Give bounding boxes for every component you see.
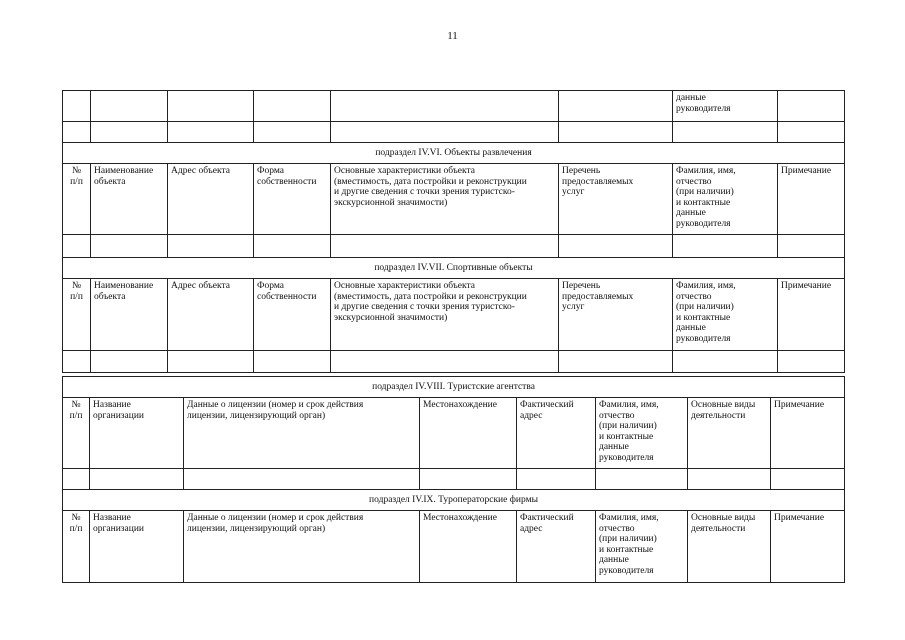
objects-table xyxy=(62,90,845,373)
table-cell xyxy=(254,91,331,122)
col-header: Фактический адрес xyxy=(517,398,596,469)
col-header: Форма собственности xyxy=(254,164,331,235)
table-cell xyxy=(184,469,420,490)
table-row xyxy=(63,122,845,143)
col-header: Примечание xyxy=(771,511,845,583)
section-title: подраздел IV.VIII. Туристские агентства xyxy=(63,377,845,398)
page-number: 11 xyxy=(447,30,458,42)
table-cell xyxy=(778,122,845,143)
table-row xyxy=(63,235,845,258)
col-header: Фамилия, имя, отчество (при наличии) и контактные данные руководителя xyxy=(596,511,688,583)
table-cell xyxy=(673,235,778,258)
table-cell xyxy=(63,469,90,490)
table-cell xyxy=(63,122,91,143)
col-header: Название организации xyxy=(90,398,184,469)
col-header: № п/п xyxy=(63,511,90,583)
col-header: Фактический адрес xyxy=(517,511,596,583)
table-cell xyxy=(331,351,559,373)
table-cell xyxy=(168,235,254,258)
table-cell xyxy=(673,122,778,143)
col-header: Наименование объекта xyxy=(91,279,168,351)
section-title-row xyxy=(63,490,845,511)
col-header: Местонахождение xyxy=(420,398,517,469)
table-cell xyxy=(254,122,331,143)
col-header: № п/п xyxy=(63,279,91,351)
table-cell xyxy=(596,469,688,490)
col-header: № п/п xyxy=(63,398,90,469)
col-header: Фамилия, имя, отчество (при наличии) и контактные данные руководителя xyxy=(673,279,778,351)
col-header: Наименование объекта xyxy=(91,164,168,235)
col-header: Фамилия, имя, отчество (при наличии) и контактные данные руководителя xyxy=(596,398,688,469)
table-cell xyxy=(771,469,845,490)
section-title: подраздел IV.VII. Спортивные объекты xyxy=(63,258,845,279)
section-title: подраздел IV.IX. Туроператорские фирмы xyxy=(63,490,845,511)
table-cell xyxy=(778,91,845,122)
col-header: Примечание xyxy=(778,279,845,351)
col-header: Примечание xyxy=(771,398,845,469)
col-header: Местонахождение xyxy=(420,511,517,583)
table-cell xyxy=(254,351,331,373)
table-cell: данные руководителя xyxy=(673,91,778,122)
table-cell xyxy=(254,235,331,258)
col-header: Адрес объекта xyxy=(168,279,254,351)
table-cell xyxy=(778,351,845,373)
col-header: Основные виды деятельности xyxy=(688,511,771,583)
table-cell xyxy=(688,469,771,490)
table-cell xyxy=(559,91,673,122)
col-header: Основные характеристики объекта (вместимость, дата постройки и реконструкции и другие сведения с точки зрения туристско- экскурсионной значимости) xyxy=(331,279,559,351)
col-header: Основные виды деятельности xyxy=(688,398,771,469)
header-row xyxy=(63,279,845,351)
col-header: № п/п xyxy=(63,164,91,235)
table-cell xyxy=(331,235,559,258)
table-cell xyxy=(559,235,673,258)
table-cell xyxy=(91,91,168,122)
table-cell xyxy=(90,469,184,490)
col-header: Основные характеристики объекта (вместимость, дата постройки и реконструкции и другие сведения с точки зрения туристско- экскурсионной значимости) xyxy=(331,164,559,235)
section-title-row xyxy=(63,258,845,279)
table-cell xyxy=(168,351,254,373)
table-cell xyxy=(168,122,254,143)
section-title-row xyxy=(63,377,845,398)
section-title-row xyxy=(63,143,845,164)
col-header: Фамилия, имя, отчество (при наличии) и контактные данные руководителя xyxy=(673,164,778,235)
col-header: Название организации xyxy=(90,511,184,583)
table-row xyxy=(63,469,845,490)
table-cell xyxy=(91,122,168,143)
table-cell xyxy=(331,91,559,122)
col-header: Данные о лицензии (номер и срок действия лицензии, лицензирующий орган) xyxy=(184,398,420,469)
col-header: Перечень предоставляемых услуг xyxy=(559,279,673,351)
header-row xyxy=(63,164,845,235)
col-header: Данные о лицензии (номер и срок действия лицензии, лицензирующий орган) xyxy=(184,511,420,583)
table-cell xyxy=(559,351,673,373)
header-row xyxy=(63,511,845,583)
table-cell xyxy=(420,469,517,490)
col-header: Форма собственности xyxy=(254,279,331,351)
table-row xyxy=(63,351,845,373)
table-cell xyxy=(91,235,168,258)
header-row xyxy=(63,398,845,469)
table-cell xyxy=(559,122,673,143)
table-cell xyxy=(168,91,254,122)
organizations-table xyxy=(62,376,845,583)
table-cell xyxy=(63,235,91,258)
col-header: Адрес объекта xyxy=(168,164,254,235)
section-title: подраздел IV.VI. Объекты развлечения xyxy=(63,143,845,164)
table-cell xyxy=(778,235,845,258)
table-cell xyxy=(63,351,91,373)
table-cell xyxy=(331,122,559,143)
col-header: Примечание xyxy=(778,164,845,235)
table-row xyxy=(63,91,845,122)
table-cell xyxy=(673,351,778,373)
table-cell xyxy=(91,351,168,373)
table-cell xyxy=(63,91,91,122)
table-cell xyxy=(517,469,596,490)
col-header: Перечень предоставляемых услуг xyxy=(559,164,673,235)
